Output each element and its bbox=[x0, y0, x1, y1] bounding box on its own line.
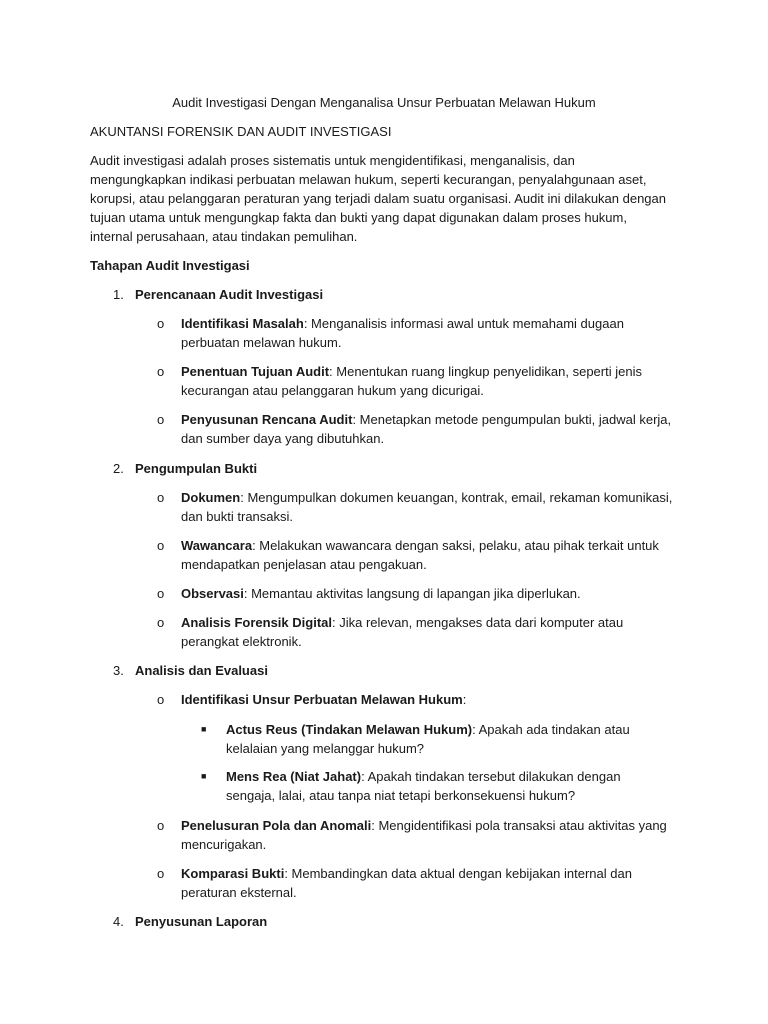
item-desc: : Menganalisis informasi awal untuk memahami dugaan perbuatan melawan hukum. bbox=[181, 316, 624, 350]
bullet-marker: o bbox=[157, 412, 165, 427]
bullet-marker: o bbox=[157, 586, 165, 601]
step-1 bbox=[113, 285, 323, 304]
bullet-marker: o bbox=[157, 615, 165, 630]
item-desc: : bbox=[462, 692, 467, 707]
item-desc: : Menetapkan metode pengumpulan bukti, jadwal kerja, dan sumber daya yang dibutuhkan. bbox=[181, 412, 672, 446]
step-label: Pengumpulan Bukti bbox=[135, 461, 258, 476]
bullet-marker: o bbox=[157, 818, 165, 833]
square-bullet-icon: ■ bbox=[201, 724, 207, 734]
bullet-marker: o bbox=[157, 364, 165, 379]
square-bullet-icon: ■ bbox=[201, 771, 207, 781]
item-desc: : Memantau aktivitas langsung di lapangan jika diperlukan. bbox=[243, 586, 581, 601]
item-term: Penentuan Tujuan Audit bbox=[181, 364, 330, 379]
item-term: Actus Reus (Tindakan Melawan Hukum) bbox=[226, 722, 473, 737]
bullet-marker: o bbox=[157, 316, 165, 331]
step-number: 1. bbox=[113, 287, 124, 302]
item-term: Observasi bbox=[181, 586, 244, 601]
item-term: Analisis Forensik Digital bbox=[181, 615, 332, 630]
item-desc: : Apakah ada tindakan atau kelalaian yang melanggar hukum? bbox=[226, 722, 630, 756]
bullet-marker: o bbox=[157, 692, 165, 707]
bullet-marker: o bbox=[157, 538, 165, 553]
item-term: Mens Rea (Niat Jahat) bbox=[226, 769, 362, 784]
bullet-marker: o bbox=[157, 490, 165, 505]
item-desc: : Mengumpulkan dokumen keuangan, kontrak, email, rekaman komunikasi, dan bukti transaksi. bbox=[181, 490, 673, 524]
item-desc: : Menentukan ruang lingkup penyelidikan, seperti jenis kecurangan atau pelanggaran hukum yang dicurigai. bbox=[181, 364, 642, 398]
step-label: Penyusunan Laporan bbox=[135, 914, 268, 929]
bullet-marker: o bbox=[157, 866, 165, 881]
intro-paragraph: Audit investigasi adalah proses sistematis untuk mengidentifikasi, menganalisis, dan mengungkapkan indikasi perbuatan melawan hukum, seperti kecurangan, penyalahgunaan aset, korupsi, atau pelanggaran peraturan yang terjadi dalam suatu organisasi. Audit ini dilakukan dengan tujuan utama untuk mengungkap fakta dan bukti yang dapat digunakan dalam proses hukum, internal perusahaan, atau tindakan pemulihan. bbox=[90, 153, 666, 244]
section-heading: Tahapan Audit Investigasi bbox=[90, 258, 250, 273]
item-desc: : Mengidentifikasi pola transaksi atau aktivitas yang mencurigakan. bbox=[181, 818, 667, 852]
item-term: Identifikasi Unsur Perbuatan Melawan Hukum bbox=[181, 692, 463, 707]
step-label: Analisis dan Evaluasi bbox=[135, 663, 268, 678]
item-term: Identifikasi Masalah bbox=[181, 316, 304, 331]
step-3 bbox=[113, 661, 268, 680]
item-desc: : Jika relevan, mengakses data dari komputer atau perangkat elektronik. bbox=[181, 615, 624, 649]
item-desc: : Apakah tindakan tersebut dilakukan dengan sengaja, lalai, atau tanpa niat tetapi berkonsekuensi hukum? bbox=[226, 769, 621, 803]
item-term: Penelusuran Pola dan Anomali bbox=[181, 818, 372, 833]
item-desc: : Melakukan wawancara dengan saksi, pelaku, atau pihak terkait untuk mendapatkan penjelasan atau pengakuan. bbox=[181, 538, 659, 572]
step-4 bbox=[113, 912, 267, 931]
document-subtitle: AKUNTANSI FORENSIK DAN AUDIT INVESTIGASI bbox=[90, 124, 392, 139]
step-number: 2. bbox=[113, 461, 124, 476]
step-number: 4. bbox=[113, 914, 124, 929]
item-desc: : Membandingkan data aktual dengan kebijakan internal dan peraturan eksternal. bbox=[181, 866, 632, 900]
item-term: Penyusunan Rencana Audit bbox=[181, 412, 353, 427]
step-2 bbox=[113, 459, 257, 478]
item-term: Wawancara bbox=[181, 538, 253, 553]
item-term: Dokumen bbox=[181, 490, 241, 505]
item-term: Komparasi Bukti bbox=[181, 866, 285, 881]
document-title: Audit Investigasi Dengan Menganalisa Unsur Perbuatan Melawan Hukum bbox=[172, 95, 596, 110]
step-label: Perencanaan Audit Investigasi bbox=[135, 287, 324, 302]
step-number: 3. bbox=[113, 663, 124, 678]
